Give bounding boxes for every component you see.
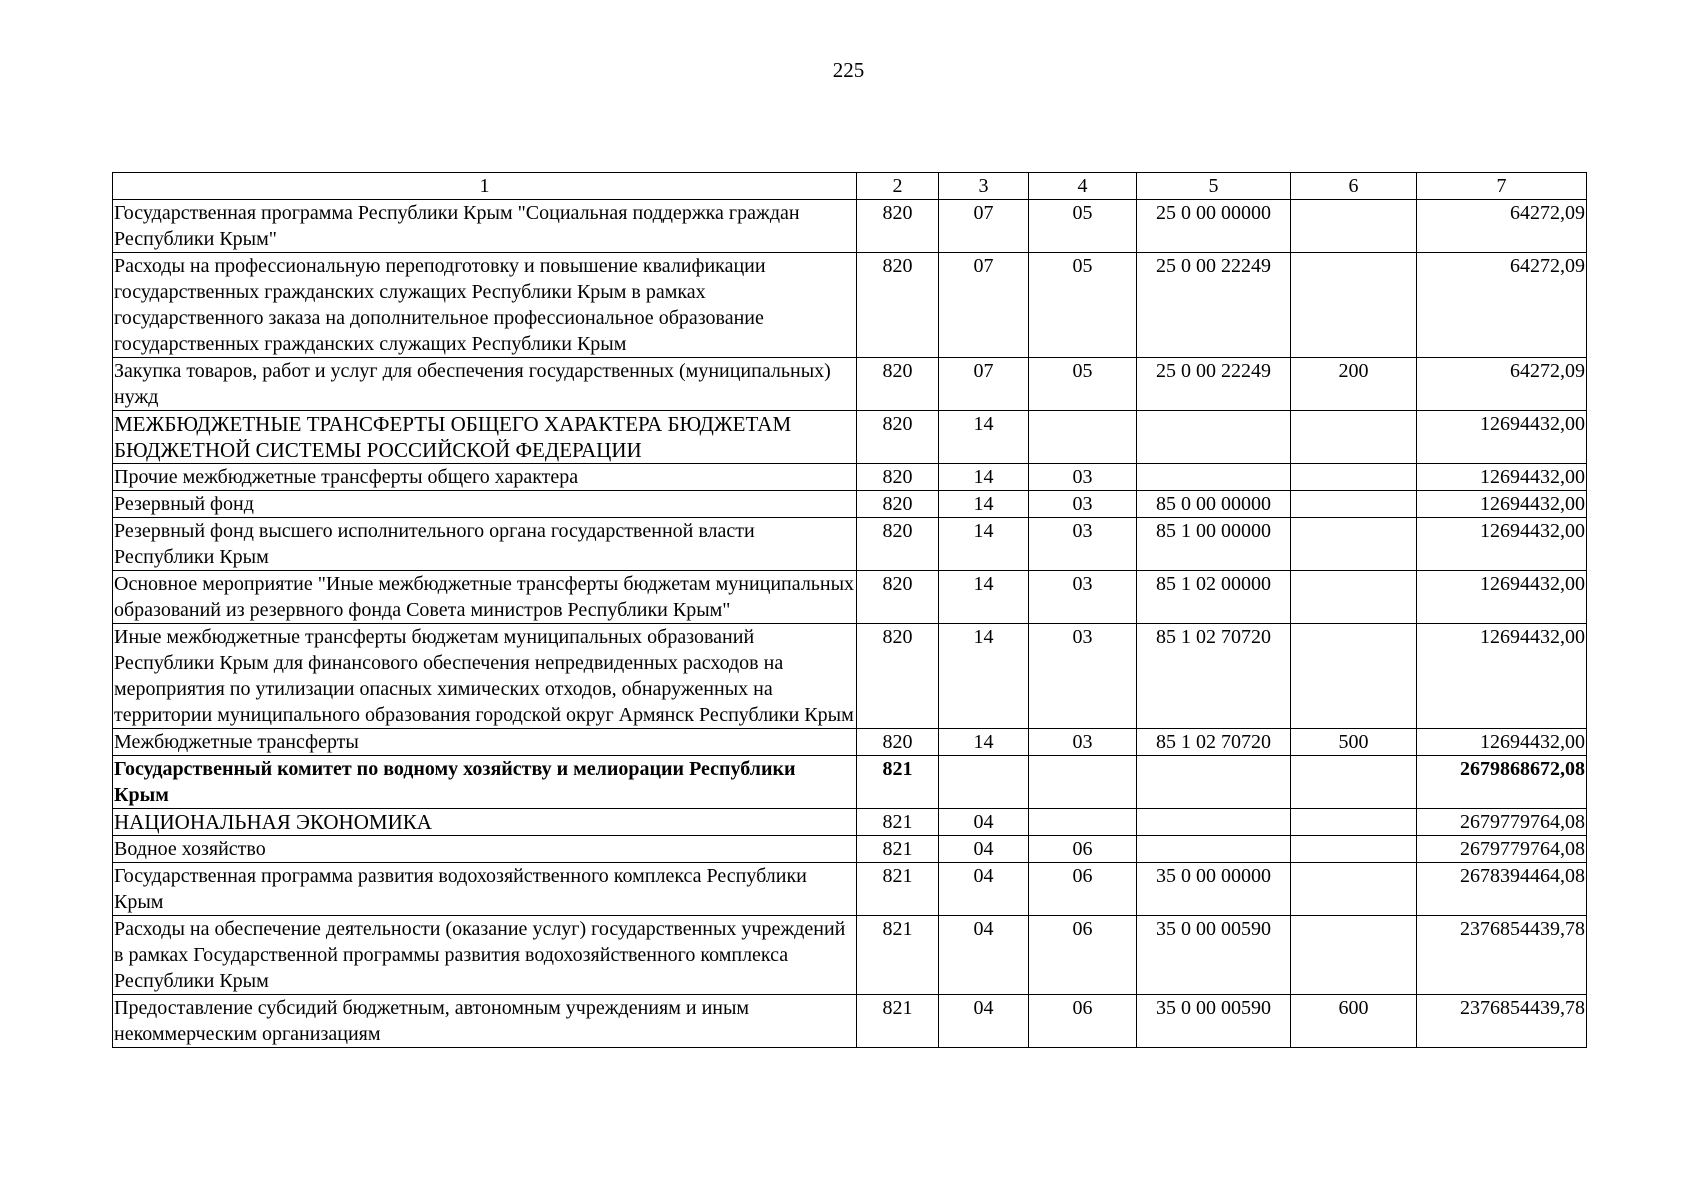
row-code-3-cell: 14 bbox=[939, 571, 1029, 624]
row-code-6-cell bbox=[1291, 809, 1417, 836]
table-row bbox=[113, 863, 1587, 916]
row-code-6-cell bbox=[1291, 836, 1417, 863]
table-row bbox=[113, 995, 1587, 1048]
row-code-3-cell: 14 bbox=[939, 518, 1029, 571]
row-code-6-cell bbox=[1291, 756, 1417, 809]
row-code-3-cell: 04 bbox=[939, 836, 1029, 863]
row-code-2-cell: 820 bbox=[857, 624, 939, 729]
row-name-cell: Государственная программа развития водохозяйственного комплекса Республики Крым bbox=[113, 863, 857, 916]
row-code-4-cell: 03 bbox=[1029, 729, 1137, 756]
row-name-cell: Прочие межбюджетные трансферты общего характера bbox=[113, 464, 857, 491]
row-code-4-cell: 05 bbox=[1029, 253, 1137, 358]
row-code-5-cell: 25 0 00 22249 bbox=[1137, 253, 1291, 358]
row-code-2-cell: 820 bbox=[857, 200, 939, 253]
row-code-3-cell: 14 bbox=[939, 491, 1029, 518]
row-amount-cell: 12694432,00 bbox=[1417, 411, 1587, 464]
row-code-6-cell bbox=[1291, 200, 1417, 253]
row-code-4-cell bbox=[1029, 411, 1137, 464]
row-amount-cell: 2376854439,78 bbox=[1417, 916, 1587, 995]
table-row bbox=[113, 518, 1587, 571]
row-amount-cell: 12694432,00 bbox=[1417, 729, 1587, 756]
row-code-5-cell bbox=[1137, 464, 1291, 491]
row-code-4-cell: 03 bbox=[1029, 571, 1137, 624]
row-code-5-cell: 85 0 00 00000 bbox=[1137, 491, 1291, 518]
row-code-3-cell: 07 bbox=[939, 358, 1029, 411]
row-code-4-cell: 03 bbox=[1029, 624, 1137, 729]
row-code-3-cell: 14 bbox=[939, 624, 1029, 729]
row-name-cell: Резервный фонд высшего исполнительного органа государственной власти Республики Крым bbox=[113, 518, 857, 571]
row-code-5-cell bbox=[1137, 809, 1291, 836]
table-row bbox=[113, 464, 1587, 491]
row-code-2-cell: 821 bbox=[857, 836, 939, 863]
row-code-6-cell bbox=[1291, 571, 1417, 624]
row-code-2-cell: 820 bbox=[857, 571, 939, 624]
row-code-2-cell: 821 bbox=[857, 863, 939, 916]
row-amount-cell: 12694432,00 bbox=[1417, 464, 1587, 491]
row-code-4-cell: 03 bbox=[1029, 464, 1137, 491]
row-name-cell: Межбюджетные трансферты bbox=[113, 729, 857, 756]
table-row bbox=[113, 916, 1587, 995]
page-number: 225 bbox=[832, 58, 865, 82]
row-code-2-cell: 820 bbox=[857, 358, 939, 411]
row-amount-cell: 2376854439,78 bbox=[1417, 995, 1587, 1048]
row-name-cell: Государственная программа Республики Крым "Социальная поддержка граждан Республики Крым" bbox=[113, 200, 857, 253]
row-amount-cell: 2679868672,08 bbox=[1417, 756, 1587, 809]
row-code-6-cell: 600 bbox=[1291, 995, 1417, 1048]
row-code-6-cell bbox=[1291, 464, 1417, 491]
table-row bbox=[113, 729, 1587, 756]
header-cell-5: 5 bbox=[1137, 173, 1291, 200]
row-name-cell: Предоставление субсидий бюджетным, автономным учреждениям и иным некоммерческим организациям bbox=[113, 995, 857, 1048]
table-row bbox=[113, 411, 1587, 464]
row-code-5-cell: 85 1 02 70720 bbox=[1137, 624, 1291, 729]
row-code-5-cell: 35 0 00 00590 bbox=[1137, 995, 1291, 1048]
row-name-cell: Водное хозяйство bbox=[113, 836, 857, 863]
row-name-cell: Закупка товаров, работ и услуг для обеспечения государственных (муниципальных) нужд bbox=[113, 358, 857, 411]
table-row bbox=[113, 756, 1587, 809]
table-row bbox=[113, 491, 1587, 518]
table-row bbox=[113, 624, 1587, 729]
row-code-5-cell bbox=[1137, 411, 1291, 464]
row-code-3-cell: 07 bbox=[939, 200, 1029, 253]
table-row bbox=[113, 200, 1587, 253]
row-code-2-cell: 820 bbox=[857, 491, 939, 518]
row-code-6-cell bbox=[1291, 253, 1417, 358]
row-code-4-cell: 06 bbox=[1029, 863, 1137, 916]
row-amount-cell: 2679779764,08 bbox=[1417, 809, 1587, 836]
row-code-6-cell bbox=[1291, 518, 1417, 571]
row-name-cell: Иные межбюджетные трансферты бюджетам муниципальных образований Республики Крым для финансового обеспечения непредвиденных расходов на мероприятия по утилизации опасных химических отходов, обнаруженных на территории муниципального образования городской округ Армянск Республики Крым bbox=[113, 624, 857, 729]
header-row bbox=[113, 173, 1587, 200]
row-code-4-cell bbox=[1029, 809, 1137, 836]
row-amount-cell: 12694432,00 bbox=[1417, 518, 1587, 571]
row-code-2-cell: 820 bbox=[857, 411, 939, 464]
row-code-5-cell: 85 1 00 00000 bbox=[1137, 518, 1291, 571]
row-code-4-cell: 03 bbox=[1029, 491, 1137, 518]
header-cell-3: 3 bbox=[939, 173, 1029, 200]
row-code-3-cell: 14 bbox=[939, 729, 1029, 756]
row-code-2-cell: 820 bbox=[857, 464, 939, 491]
header-cell-4: 4 bbox=[1029, 173, 1137, 200]
row-code-3-cell: 04 bbox=[939, 995, 1029, 1048]
row-amount-cell: 12694432,00 bbox=[1417, 624, 1587, 729]
row-code-2-cell: 821 bbox=[857, 995, 939, 1048]
header-cell-1: 1 bbox=[113, 173, 857, 200]
row-code-3-cell: 14 bbox=[939, 464, 1029, 491]
table-row bbox=[113, 836, 1587, 863]
row-code-5-cell: 85 1 02 70720 bbox=[1137, 729, 1291, 756]
row-code-6-cell bbox=[1291, 624, 1417, 729]
row-code-5-cell: 25 0 00 00000 bbox=[1137, 200, 1291, 253]
row-name-cell: Расходы на профессиональную переподготовку и повышение квалификации государственных гражданских служащих Республики Крым в рамках государственного заказа на дополнительное профессиональное образование государственных гражданских служащих Республики Крым bbox=[113, 253, 857, 358]
budget-table bbox=[112, 172, 1587, 1048]
row-amount-cell: 2678394464,08 bbox=[1417, 863, 1587, 916]
row-code-3-cell bbox=[939, 756, 1029, 809]
row-code-4-cell: 03 bbox=[1029, 518, 1137, 571]
row-code-4-cell bbox=[1029, 756, 1137, 809]
row-code-5-cell: 25 0 00 22249 bbox=[1137, 358, 1291, 411]
row-code-4-cell: 05 bbox=[1029, 200, 1137, 253]
row-amount-cell: 64272,09 bbox=[1417, 358, 1587, 411]
row-code-2-cell: 821 bbox=[857, 916, 939, 995]
row-code-5-cell bbox=[1137, 756, 1291, 809]
row-code-3-cell: 04 bbox=[939, 916, 1029, 995]
row-code-6-cell bbox=[1291, 863, 1417, 916]
row-code-3-cell: 04 bbox=[939, 863, 1029, 916]
row-name-cell: МЕЖБЮДЖЕТНЫЕ ТРАНСФЕРТЫ ОБЩЕГО ХАРАКТЕРА БЮДЖЕТАМ БЮДЖЕТНОЙ СИСТЕМЫ РОССИЙСКОЙ ФЕДЕРАЦИИ bbox=[113, 411, 857, 464]
row-code-3-cell: 04 bbox=[939, 809, 1029, 836]
row-code-4-cell: 06 bbox=[1029, 995, 1137, 1048]
row-code-6-cell: 200 bbox=[1291, 358, 1417, 411]
row-code-2-cell: 820 bbox=[857, 253, 939, 358]
table-row bbox=[113, 358, 1587, 411]
table-row bbox=[113, 253, 1587, 358]
row-code-4-cell: 06 bbox=[1029, 916, 1137, 995]
header-cell-7: 7 bbox=[1417, 173, 1587, 200]
header-cell-6: 6 bbox=[1291, 173, 1417, 200]
row-amount-cell: 64272,09 bbox=[1417, 253, 1587, 358]
row-code-6-cell bbox=[1291, 491, 1417, 518]
row-code-5-cell: 35 0 00 00590 bbox=[1137, 916, 1291, 995]
row-name-cell: Расходы на обеспечение деятельности (оказание услуг) государственных учреждений в рамках Государственной программы развития водохозяйственного комплекса Республики Крым bbox=[113, 916, 857, 995]
row-amount-cell: 12694432,00 bbox=[1417, 491, 1587, 518]
row-code-5-cell bbox=[1137, 836, 1291, 863]
row-name-cell: Резервный фонд bbox=[113, 491, 857, 518]
row-amount-cell: 2679779764,08 bbox=[1417, 836, 1587, 863]
header-cell-2: 2 bbox=[857, 173, 939, 200]
row-code-2-cell: 820 bbox=[857, 518, 939, 571]
row-name-cell: НАЦИОНАЛЬНАЯ ЭКОНОМИКА bbox=[113, 809, 857, 836]
row-code-2-cell: 820 bbox=[857, 729, 939, 756]
row-code-5-cell: 85 1 02 00000 bbox=[1137, 571, 1291, 624]
row-code-6-cell bbox=[1291, 916, 1417, 995]
row-code-2-cell: 821 bbox=[857, 756, 939, 809]
table-body bbox=[113, 200, 1587, 1048]
row-code-6-cell: 500 bbox=[1291, 729, 1417, 756]
row-amount-cell: 12694432,00 bbox=[1417, 571, 1587, 624]
row-code-4-cell: 05 bbox=[1029, 358, 1137, 411]
row-name-cell: Государственный комитет по водному хозяйству и мелиорации Республики Крым bbox=[113, 756, 857, 809]
table-row bbox=[113, 809, 1587, 836]
row-amount-cell: 64272,09 bbox=[1417, 200, 1587, 253]
row-code-3-cell: 14 bbox=[939, 411, 1029, 464]
row-code-5-cell: 35 0 00 00000 bbox=[1137, 863, 1291, 916]
row-name-cell: Основное мероприятие "Иные межбюджетные трансферты бюджетам муниципальных образований из резервного фонда Совета министров Республики Крым" bbox=[113, 571, 857, 624]
row-code-6-cell bbox=[1291, 411, 1417, 464]
row-code-2-cell: 821 bbox=[857, 809, 939, 836]
table-row bbox=[113, 571, 1587, 624]
row-code-3-cell: 07 bbox=[939, 253, 1029, 358]
row-code-4-cell: 06 bbox=[1029, 836, 1137, 863]
